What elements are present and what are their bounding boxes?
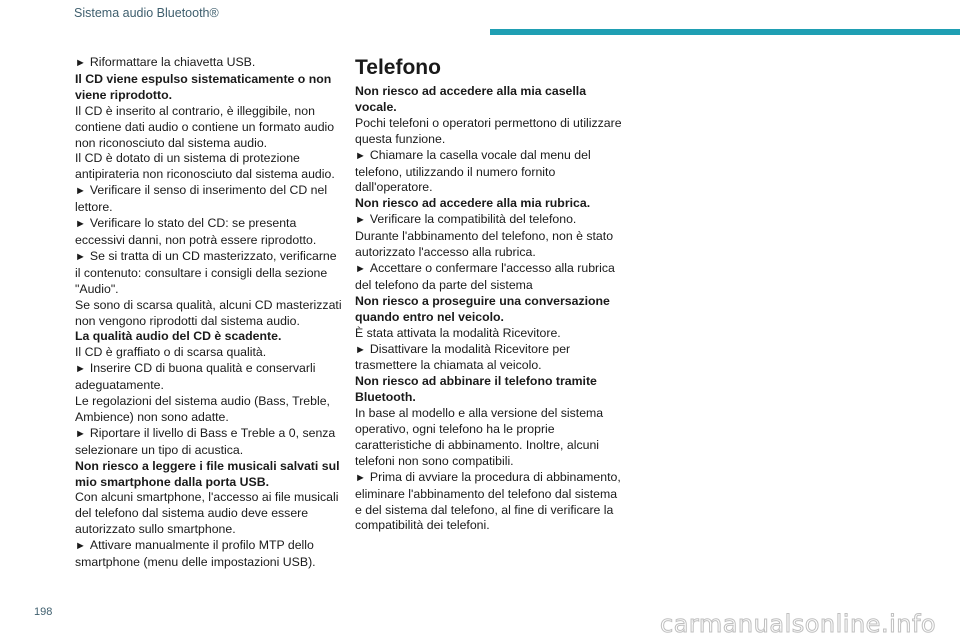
paragraph bbox=[75, 298, 343, 330]
action-step bbox=[355, 470, 625, 535]
line-text: Pochi telefoni o operatori permettono di utilizzare questa funzione. bbox=[355, 115, 622, 146]
action-step bbox=[75, 361, 343, 394]
line-text: Il CD è graffiato o di scarsa qualità. bbox=[75, 345, 267, 360]
paragraph bbox=[75, 151, 343, 183]
question-heading bbox=[355, 294, 625, 326]
action-step bbox=[75, 249, 343, 298]
header-accent-bar bbox=[490, 29, 960, 35]
line-text: Riportare il livello di Bass e Treble a 0, senza selezionare un tipo di acustica. bbox=[75, 425, 336, 457]
line-text: È stata attivata la modalità Ricevitore. bbox=[355, 325, 561, 340]
paragraph bbox=[75, 104, 343, 152]
line-text: Non riesco ad abbinare il telefono tramite Bluetooth. bbox=[355, 374, 597, 405]
line-text: Il CD viene espulso sistematicamente o non viene riprodotto. bbox=[75, 71, 332, 102]
action-step bbox=[355, 342, 625, 375]
action-step bbox=[75, 183, 343, 216]
line-text: Con alcuni smartphone, l'accesso ai file musicali del telefono dal sistema audio deve essere autorizzato sullo smartphone. bbox=[75, 490, 339, 537]
arrow-bullet-icon: ► bbox=[75, 185, 86, 198]
action-step bbox=[75, 216, 343, 249]
line-text: Disattivare la modalità Ricevitore per trasmettere la chiamata al veicolo. bbox=[355, 341, 571, 373]
line-text: Attivare manualmente il profilo MTP dello smartphone (menu delle impostazioni USB). bbox=[75, 538, 316, 570]
arrow-bullet-icon: ► bbox=[355, 149, 366, 162]
arrow-bullet-icon: ► bbox=[75, 427, 86, 440]
right-column-body bbox=[355, 84, 625, 534]
arrow-bullet-icon: ► bbox=[355, 343, 366, 356]
line-text: Non riesco a proseguire una conversazione quando entro nel veicolo. bbox=[355, 293, 610, 324]
line-text: Le regolazioni del sistema audio (Bass, Treble, Ambience) non sono adatte. bbox=[75, 394, 330, 424]
line-text: Verificare il senso di inserimento del CD nel lettore. bbox=[75, 183, 328, 215]
action-step bbox=[355, 148, 625, 197]
line-text: Il CD è dotato di un sistema di protezione antipirateria non riconosciuto dal sistema audio. bbox=[75, 151, 335, 182]
arrow-bullet-icon: ► bbox=[355, 471, 366, 484]
line-text: Il CD è inserito al contrario, è illeggibile, non contiene dati audio o contiene un formato audio non riconosciuto dal sistema audio. bbox=[75, 103, 335, 150]
line-text: Riformattare la chiavetta USB. bbox=[89, 55, 256, 69]
action-step bbox=[355, 212, 625, 229]
paragraph bbox=[75, 345, 343, 361]
paragraph bbox=[355, 116, 625, 148]
paragraph bbox=[355, 229, 625, 261]
arrow-bullet-icon: ► bbox=[75, 540, 86, 553]
line-text: Non riesco ad accedere alla mia rubrica. bbox=[355, 196, 591, 211]
question-heading bbox=[75, 459, 343, 491]
line-text: Prima di avviare la procedura di abbinamento, eliminare l'abbinamento del telefono dal sistema e del sistema dal telefono, al fine di verificare la compatibilità dei telefoni. bbox=[355, 469, 621, 533]
question-heading bbox=[355, 196, 625, 212]
line-text: Inserire CD di buona qualità e conservarli adeguatamente. bbox=[75, 361, 316, 393]
page-number: 198 bbox=[34, 606, 53, 618]
line-text: In base al modello e alla versione del sistema operativo, ogni telefono ha le proprie caratteristiche di abbinamento. Inoltre, alcuni telefoni non sono compatibili. bbox=[355, 406, 604, 468]
line-text: La qualità audio del CD è scadente. bbox=[75, 329, 282, 344]
question-heading bbox=[75, 329, 343, 345]
arrow-bullet-icon: ► bbox=[355, 262, 366, 275]
line-text: Non riesco a leggere i file musicali salvati sul mio smartphone dalla porta USB. bbox=[75, 458, 340, 489]
question-heading bbox=[75, 72, 343, 104]
question-heading bbox=[355, 374, 625, 406]
action-step bbox=[355, 261, 625, 294]
line-text: Se si tratta di un CD masterizzato, verificarne il contenuto: consultare i consigli della sezione "Audio". bbox=[75, 248, 337, 296]
arrow-bullet-icon: ► bbox=[75, 218, 86, 231]
watermark: carmanualsonline.info bbox=[660, 610, 937, 638]
arrow-bullet-icon: ► bbox=[75, 250, 86, 263]
paragraph bbox=[75, 394, 343, 426]
action-step bbox=[75, 426, 343, 459]
line-text: Se sono di scarsa qualità, alcuni CD masterizzati non vengono riprodotti dal sistema audio. bbox=[75, 297, 342, 328]
line-text: Non riesco ad accedere alla mia casella vocale. bbox=[355, 84, 587, 114]
line-text: Accettare o confermare l'accesso alla rubrica del telefono da parte del sistema bbox=[355, 260, 615, 292]
running-header: Sistema audio Bluetooth® bbox=[74, 6, 219, 20]
action-step bbox=[75, 55, 343, 72]
line-text: Verificare la compatibilità del telefono. bbox=[369, 212, 577, 227]
section-title: Telefono bbox=[355, 56, 441, 79]
question-heading bbox=[355, 84, 625, 116]
paragraph bbox=[355, 406, 625, 470]
line-text: Chiamare la casella vocale dal menu del telefono, utilizzando il numero fornito dall'operatore. bbox=[355, 147, 591, 195]
arrow-bullet-icon: ► bbox=[355, 214, 366, 227]
arrow-bullet-icon: ► bbox=[75, 57, 86, 69]
action-step bbox=[75, 538, 343, 571]
paragraph bbox=[75, 490, 343, 538]
arrow-bullet-icon: ► bbox=[75, 363, 86, 376]
left-column bbox=[75, 55, 343, 571]
paragraph bbox=[355, 326, 625, 342]
line-text: Durante l'abbinamento del telefono, non è stato autorizzato l'accesso alla rubrica. bbox=[355, 229, 614, 260]
right-column bbox=[355, 55, 625, 534]
line-text: Verificare lo stato del CD: se presenta eccessivi danni, non potrà essere riprodotto. bbox=[75, 216, 317, 247]
